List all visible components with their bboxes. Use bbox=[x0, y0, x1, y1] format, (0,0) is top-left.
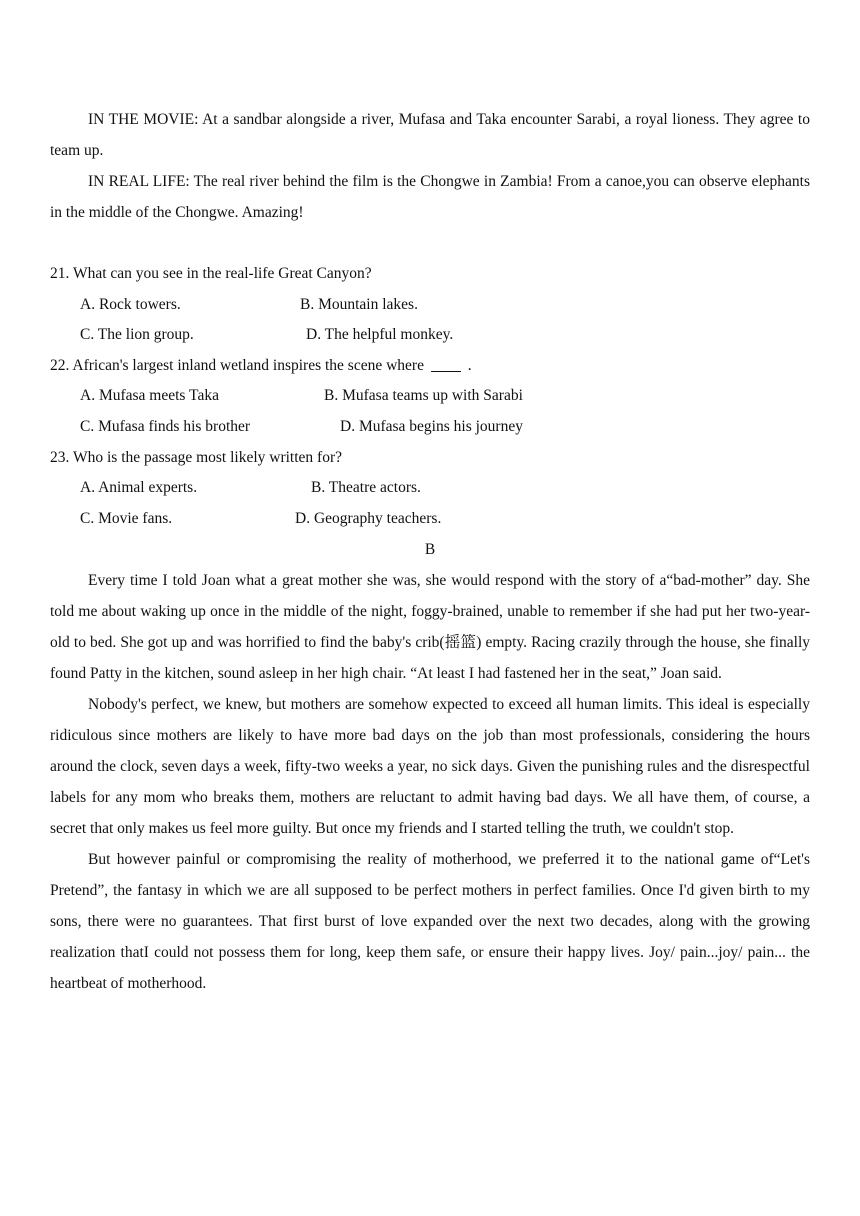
question-21 bbox=[50, 259, 810, 351]
option-row bbox=[50, 473, 810, 504]
question-stem-text: 22. African's largest inland wetland inspires the scene where bbox=[50, 356, 424, 374]
option-c: C. Mufasa finds his brother bbox=[80, 417, 251, 435]
option-d: D. The helpful monkey. bbox=[306, 326, 454, 344]
option-d: D. Mufasa begins his journey bbox=[340, 417, 523, 435]
section-heading: B bbox=[424, 541, 436, 559]
passage-b-paragraph: Every time I told Joan what a great mother she was, she would respond with the story of a“bad-mother” day. She told me about waking up once in the middle of the night, foggy-brained, unable to remember if she had put her two-year-old to bed. She got up and was horrified to find the baby's crib(摇篮) empty. Racing crazily through the house, she finally found Patty in the kitchen, sound asleep in her high chair. “At least I had fastened her in the seat,” Joan said. bbox=[50, 572, 810, 683]
option-b: B. Mufasa teams up with Sarabi bbox=[324, 387, 523, 405]
question-22 bbox=[50, 351, 810, 443]
option-b: B. Mountain lakes. bbox=[300, 295, 418, 313]
question-stem: 23. Who is the passage most likely written for? bbox=[50, 448, 343, 466]
option-a: A. Animal experts. bbox=[80, 479, 198, 497]
question-stem-end: . bbox=[467, 356, 472, 374]
option-row bbox=[50, 381, 810, 412]
passage-a-paragraph: IN THE MOVIE: At a sandbar alongside a river, Mufasa and Taka encounter Sarabi, a royal lioness. They agree to team up. bbox=[50, 111, 810, 159]
option-row bbox=[50, 504, 810, 535]
option-d: D. Geography teachers. bbox=[295, 509, 442, 527]
option-row bbox=[50, 412, 810, 443]
passage-b-paragraph: But however painful or compromising the reality of motherhood, we preferred it to the national game of“Let's Pretend”, the fantasy in which we are all supposed to be perfect mothers in perfect families. Once I'd given birth to my sons, there were no guarantees. That first burst of love expanded over the next two decades, along with the growing realization thatI could not possess them for long, keep them safe, or ensure their happy lives. Joy/ pain...joy/ pain... the heartbeat of motherhood. bbox=[50, 851, 810, 993]
option-c: C. Movie fans. bbox=[80, 509, 173, 527]
option-a: A. Mufasa meets Taka bbox=[80, 387, 219, 405]
spacer bbox=[50, 228, 810, 259]
option-row bbox=[50, 290, 810, 321]
option-c: C. The lion group. bbox=[80, 326, 194, 344]
question-stem: 21. What can you see in the real-life Great Canyon? bbox=[50, 265, 372, 282]
answer-blank bbox=[431, 357, 461, 372]
option-a: A. Rock towers. bbox=[80, 295, 181, 313]
option-b: B. Theatre actors. bbox=[311, 479, 421, 497]
question-23 bbox=[50, 443, 810, 535]
passage-a-paragraph: IN REAL LIFE: The real river behind the film is the Chongwe in Zambia! From a canoe,you can observe elephants in the middle of the Chongwe. Amazing! bbox=[50, 173, 810, 221]
question-stem bbox=[50, 351, 810, 382]
option-row bbox=[50, 320, 810, 351]
passage-b-paragraph: Nobody's perfect, we knew, but mothers are somehow expected to exceed all human limits. This ideal is especially ridiculous since mothers are likely to have more bad days on the job than most professionals, considering the hours around the clock, seven days a week, fifty-two weeks a year, no sick days. Given the punishing rules and the disrespectful labels for any mom who breaks them, mothers are reluctant to admit having bad days. We all have them, of course, a secret that only makes us feel more guilty. But once my friends and I started telling the truth, we couldn't stop. bbox=[50, 696, 810, 838]
